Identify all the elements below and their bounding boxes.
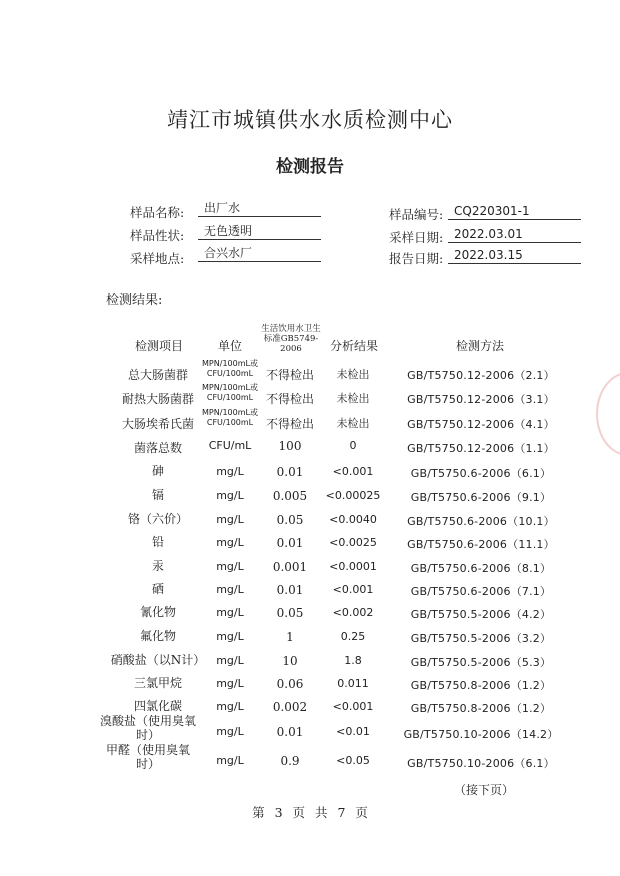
- row-standard: 0.01: [276, 465, 304, 479]
- row-unit: mg/L: [216, 583, 244, 596]
- row-unit: mg/L: [216, 560, 244, 573]
- row-method: GB/T5750.6-2006（9.1）: [410, 491, 552, 504]
- sample-site-value: 合兴水厂: [198, 246, 321, 262]
- row-result: <0.001: [332, 700, 374, 713]
- row-standard: 1: [286, 630, 294, 644]
- row-result: 未检出: [336, 392, 370, 405]
- continued-note: （接下页）: [454, 783, 515, 797]
- sample-nature-label: 样品性状:: [130, 228, 185, 243]
- row-item: 硒: [151, 582, 164, 596]
- row-method: GB/T5750.6-2006（10.1）: [407, 515, 555, 528]
- row-standard: 不得检出: [265, 417, 314, 431]
- row-result: 未检出: [336, 417, 370, 430]
- row-method: GB/T5750.10-2006（6.1）: [407, 757, 555, 770]
- row-unit: mg/L: [216, 754, 244, 767]
- row-item: 菌落总数: [133, 441, 182, 455]
- row-standard: 0.01: [276, 725, 304, 739]
- header-result: 分析结果: [329, 339, 378, 353]
- row-item: 硝酸盐（以N计）: [110, 653, 206, 667]
- row-result: 0: [349, 439, 357, 452]
- row-standard: 0.01: [276, 583, 304, 597]
- row-unit: mg/L: [216, 606, 244, 619]
- row-item: 大肠埃希氏菌: [121, 417, 194, 431]
- sample-no-label: 样品编号:: [389, 207, 444, 222]
- row-standard: 0.05: [276, 606, 304, 620]
- row-item: 氰化物: [139, 605, 176, 619]
- header-standard: 生活饮用水卫生标准GB5749-2006: [261, 324, 321, 354]
- row-result: <0.0025: [329, 536, 377, 549]
- row-standard: 0.06: [276, 677, 304, 691]
- sample-site-label: 采样地点:: [130, 251, 185, 266]
- row-item: 铬（六价）: [127, 512, 188, 526]
- row-result: <0.001: [332, 583, 374, 596]
- sample-name-value: 出厂水: [198, 201, 321, 217]
- row-item: 总大肠菌群: [127, 368, 188, 382]
- row-item: 汞: [151, 559, 164, 573]
- row-standard: 100: [278, 439, 302, 453]
- row-unit: mg/L: [216, 513, 244, 526]
- row-unit: mg/L: [216, 725, 244, 738]
- row-method: GB/T5750.12-2006（4.1）: [407, 418, 555, 431]
- sample-nature-value: 无色透明: [198, 224, 321, 240]
- row-unit: MPN/100mL或CFU/100mL: [202, 383, 258, 402]
- row-method: GB/T5750.12-2006（2.1）: [407, 369, 555, 382]
- row-standard: 不得检出: [265, 392, 314, 406]
- results-label: 检测结果:: [106, 293, 163, 308]
- sample-date-value: 2022.03.01: [448, 227, 581, 243]
- row-method: GB/T5750.6-2006（11.1）: [407, 538, 555, 551]
- row-unit: mg/L: [216, 536, 244, 549]
- row-method: GB/T5750.5-2006（4.2）: [410, 608, 552, 621]
- row-unit: MPN/100mL或CFU/100mL: [202, 408, 258, 427]
- row-item: 铅: [151, 535, 164, 549]
- row-item: 三氯甲烷: [133, 676, 182, 690]
- sample-date-label: 采样日期:: [389, 230, 444, 245]
- row-unit: mg/L: [216, 654, 244, 667]
- header-item: 检测项目: [134, 339, 183, 353]
- row-method: GB/T5750.6-2006（7.1）: [410, 585, 552, 598]
- header-unit: 单位: [217, 339, 242, 353]
- row-standard: 不得检出: [265, 368, 314, 382]
- row-result: <0.002: [332, 606, 374, 619]
- row-method: GB/T5750.6-2006（8.1）: [410, 562, 552, 575]
- row-result: 0.011: [337, 677, 369, 690]
- row-method: GB/T5750.10-2006（14.2）: [403, 728, 559, 741]
- row-unit: CFU/mL: [208, 439, 252, 452]
- report-date-value: 2022.03.15: [448, 248, 581, 264]
- row-result: <0.00025: [325, 489, 381, 502]
- row-method: GB/T5750.5-2006（3.2）: [410, 632, 552, 645]
- row-item: 耐热大肠菌群: [121, 392, 194, 406]
- row-method: GB/T5750.6-2006（6.1）: [410, 467, 552, 480]
- row-standard: 0.005: [272, 489, 308, 503]
- row-result: <0.01: [336, 725, 370, 738]
- sample-no-value: CQ220301-1: [448, 204, 581, 220]
- row-unit: mg/L: [216, 677, 244, 690]
- page-number: 第 3 页 共 7 页: [252, 805, 368, 820]
- row-item: 四氯化碳: [133, 699, 182, 713]
- row-result: <0.05: [336, 754, 370, 767]
- row-item: 砷: [151, 464, 164, 478]
- row-standard: 0.001: [272, 560, 308, 574]
- row-result: 未检出: [336, 368, 370, 381]
- row-result: <0.0001: [329, 560, 377, 573]
- row-item: 镉: [151, 488, 164, 502]
- row-unit: mg/L: [216, 465, 244, 478]
- row-standard: 0.9: [280, 754, 300, 768]
- row-method: GB/T5750.5-2006（5.3）: [410, 656, 552, 669]
- row-method: GB/T5750.12-2006（3.1）: [407, 393, 555, 406]
- row-result: 0.25: [340, 630, 366, 643]
- organization-title: 靖江市城镇供水水质检测中心: [167, 108, 453, 132]
- row-item: 甲醛（使用臭氧时）: [105, 743, 190, 771]
- row-unit: mg/L: [216, 489, 244, 502]
- header-method: 检测方法: [455, 339, 504, 353]
- row-result: 1.8: [344, 654, 362, 667]
- row-standard: 0.01: [276, 536, 304, 550]
- row-method: GB/T5750.8-2006（1.2）: [410, 702, 552, 715]
- row-result: <0.0040: [329, 513, 377, 526]
- row-item: 氟化物: [139, 629, 176, 643]
- row-method: GB/T5750.8-2006（1.2）: [410, 679, 552, 692]
- row-standard: 0.002: [272, 700, 308, 714]
- row-method: GB/T5750.12-2006（1.1）: [407, 442, 555, 455]
- report-date-label: 报告日期:: [389, 251, 444, 266]
- row-item: 溴酸盐（使用臭氧时）: [99, 714, 196, 742]
- row-result: <0.001: [332, 465, 374, 478]
- row-unit: MPN/100mL或CFU/100mL: [202, 359, 258, 378]
- row-standard: 10: [282, 654, 298, 668]
- official-seal-stamp: [596, 372, 620, 456]
- row-standard: 0.05: [276, 513, 304, 527]
- sample-name-label: 样品名称:: [130, 205, 185, 220]
- row-unit: mg/L: [216, 630, 244, 643]
- row-unit: mg/L: [216, 700, 244, 713]
- report-title: 检测报告: [276, 157, 344, 177]
